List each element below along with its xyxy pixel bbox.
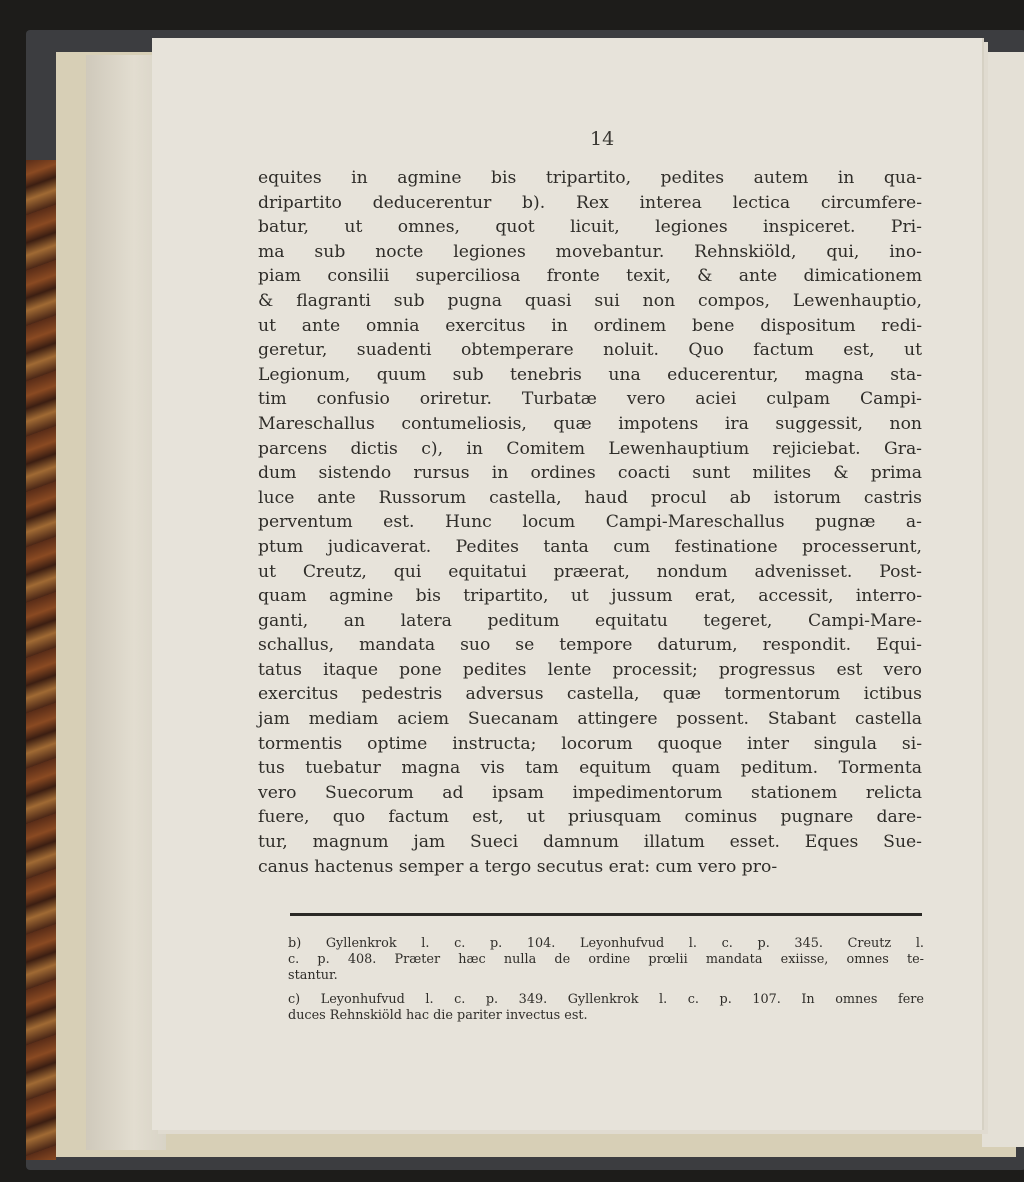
text-line: dripartito deducerentur b). Rex interea lectica circumfere- bbox=[258, 192, 922, 213]
footnote-line: b) Gyllenkrok l. c. p. 104. Leyonhufvud l. c. p. 345. Creutz l. bbox=[288, 936, 924, 951]
text-line: ptum judicaverat. Pedites tanta cum festinatione processerunt, bbox=[258, 536, 922, 557]
text-line: luce ante Russorum castella, haud procul ab istorum castris bbox=[258, 487, 922, 508]
page-number: 14 bbox=[590, 128, 615, 150]
text-line: Legionum, quum sub tenebris una educerentur, magna sta- bbox=[258, 364, 922, 385]
body-text bbox=[258, 166, 922, 879]
footnote-line: c. p. 408. Præter hæc nulla de ordine prœlii mandata exiisse, omnes te- bbox=[288, 952, 924, 967]
text-line: parcens dictis c), in Comitem Lewenhauptium rejiciebat. Gra- bbox=[258, 438, 922, 459]
text-line: exercitus pedestris adversus castella, quæ tormentorum ictibus bbox=[258, 684, 922, 705]
text-line: equites in agmine bis tripartito, pedites autem in qua- bbox=[258, 168, 922, 188]
text-line: tur, magnum jam Sueci damnum illatum esset. Eques Sue- bbox=[258, 832, 922, 853]
footnote-b bbox=[288, 936, 924, 984]
text-line: jam mediam aciem Suecanam attingere possent. Stabant castella bbox=[258, 709, 922, 730]
right-leaf bbox=[982, 52, 1024, 1147]
text-line: perventum est. Hunc locum Campi-Mareschallus pugnæ a- bbox=[258, 512, 922, 533]
text-line: Mareschallus contumeliosis, quæ impotens ira suggessit, non bbox=[258, 413, 922, 434]
text-line: tatus itaque pone pedites lente processit; progressus est vero bbox=[258, 659, 922, 680]
marbled-edge bbox=[26, 160, 56, 1160]
text-line: schallus, mandata suo se tempore daturum, respondit. Equi- bbox=[258, 635, 922, 656]
text-line: dum sistendo rursus in ordines coacti sunt milites & prima bbox=[258, 463, 922, 484]
text-line: quam agmine bis tripartito, ut jussum erat, accessit, interro- bbox=[258, 586, 922, 607]
text-line: ut Creutz, qui equitatui præerat, nondum advenisset. Post- bbox=[258, 561, 922, 582]
footnote-c bbox=[288, 992, 924, 1024]
text-line: piam consilii superciliosa fronte texit, & ante dimicationem bbox=[258, 266, 922, 287]
text-line: tormentis optime instructa; locorum quoque inter singula si- bbox=[258, 733, 922, 754]
text-line: & flagranti sub pugna quasi sui non compos, Lewenhauptio, bbox=[258, 290, 922, 311]
text-line: geretur, suadenti obtemperare noluit. Quo factum est, ut bbox=[258, 340, 922, 361]
text-line: ma sub nocte legiones movebantur. Rehnskiöld, qui, ino- bbox=[258, 241, 922, 262]
footnotes bbox=[288, 936, 924, 1032]
text-line: ut ante omnia exercitus in ordinem bene dispositum redi- bbox=[258, 315, 922, 336]
text-line: tim confusio oriretur. Turbatæ vero aciei culpam Campi- bbox=[258, 389, 922, 410]
text-line: fuere, quo factum est, ut priusquam cominus pugnare dare- bbox=[258, 807, 922, 828]
text-line: batur, ut omnes, quot licuit, legiones inspiceret. Pri- bbox=[258, 217, 922, 238]
text-line: ganti, an latera peditum equitatu tegeret, Campi-Mare- bbox=[258, 610, 922, 631]
footnote-rule bbox=[290, 913, 922, 916]
footnote-line: c) Leyonhufvud l. c. p. 349. Gyllenkrok l. c. p. 107. In omnes fere bbox=[288, 992, 924, 1007]
footnote-line: duces Rehnskiöld hac die pariter invectus est. bbox=[288, 1008, 588, 1023]
text-line: canus hactenus semper a tergo secutus erat: cum vero pro- bbox=[258, 856, 778, 877]
footnote-line: stantur. bbox=[288, 968, 338, 983]
text-line: vero Suecorum ad ipsam impedimentorum stationem relicta bbox=[258, 782, 922, 803]
text-line: tus tuebatur magna vis tam equitum quam peditum. Tormenta bbox=[258, 758, 922, 779]
